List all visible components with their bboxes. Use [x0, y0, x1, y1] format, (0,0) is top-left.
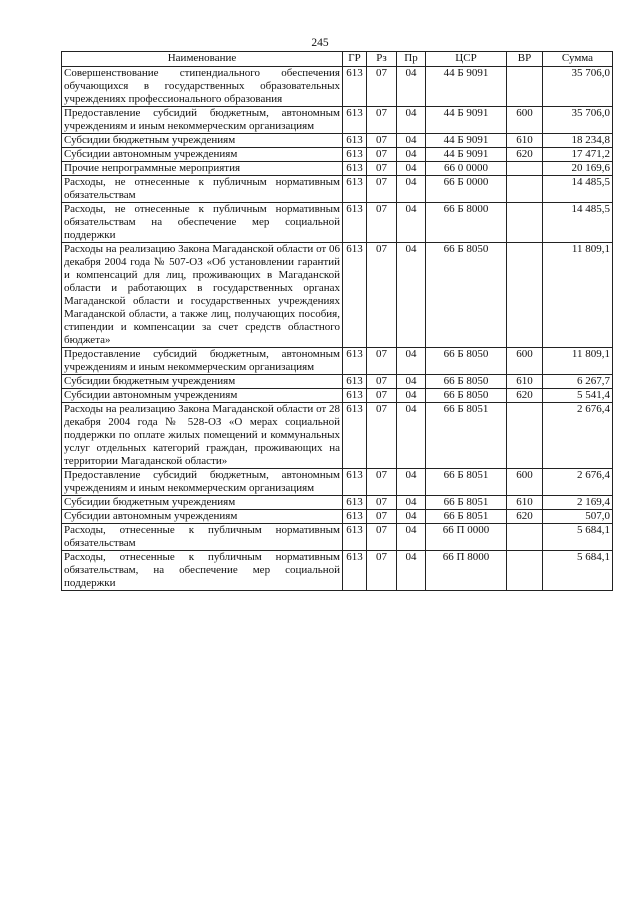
- cell-csr: 66 Б 8051: [426, 510, 507, 524]
- cell-rz: 07: [367, 403, 397, 469]
- table-row: [62, 403, 613, 469]
- cell-sum: 14 485,5: [543, 203, 613, 243]
- cell-vr: 600: [507, 107, 543, 134]
- cell-vr: [507, 203, 543, 243]
- cell-rz: 07: [367, 469, 397, 496]
- table-row: [62, 496, 613, 510]
- cell-vr: 610: [507, 375, 543, 389]
- cell-name: Предоставление субсидий бюджетным, автономным учреждениям и иным некоммерческим организациям: [62, 469, 343, 496]
- cell-gr: 613: [343, 524, 367, 551]
- cell-csr: 66 П 8000: [426, 551, 507, 591]
- cell-pr: 04: [397, 203, 426, 243]
- cell-rz: 07: [367, 203, 397, 243]
- cell-sum: 2 676,4: [543, 469, 613, 496]
- table-body: [62, 67, 613, 591]
- cell-sum: 11 809,1: [543, 243, 613, 348]
- cell-pr: 04: [397, 510, 426, 524]
- cell-vr: 610: [507, 134, 543, 148]
- cell-name: Расходы на реализацию Закона Магаданской области от 06 декабря 2004 года № 507-ОЗ «Об установлении гарантий и компенсаций для лиц, проживающих в Магаданской области и работающих в государственных органах Магаданской области и государственных учреждениях Магаданской области, а также лиц, получающих пособия, стипендии и компенсации за счет средств областного бюджета»: [62, 243, 343, 348]
- cell-csr: 66 0 0000: [426, 162, 507, 176]
- cell-gr: 613: [343, 389, 367, 403]
- table-row: [62, 348, 613, 375]
- cell-gr: 613: [343, 107, 367, 134]
- cell-csr: 66 Б 8000: [426, 203, 507, 243]
- cell-gr: 613: [343, 510, 367, 524]
- cell-vr: [507, 176, 543, 203]
- cell-csr: 66 Б 8051: [426, 403, 507, 469]
- cell-gr: 613: [343, 243, 367, 348]
- cell-name: Субсидии автономным учреждениям: [62, 510, 343, 524]
- cell-sum: 507,0: [543, 510, 613, 524]
- cell-name: Расходы на реализацию Закона Магаданской области от 28 декабря 2004 года № 528-ОЗ «О мерах социальной поддержки по оплате жилых помещений и коммунальных услуг отдельных категорий граждан, проживающих на территории Магаданской области»: [62, 403, 343, 469]
- cell-pr: 04: [397, 348, 426, 375]
- cell-name: Расходы, отнесенные к публичным нормативным обязательствам, на обеспечение мер социальной поддержки: [62, 551, 343, 591]
- table-row: [62, 524, 613, 551]
- cell-name: Предоставление субсидий бюджетным, автономным учреждениям и иным некоммерческим организациям: [62, 348, 343, 375]
- cell-vr: [507, 162, 543, 176]
- cell-name: Расходы, не отнесенные к публичным нормативным обязательствам: [62, 176, 343, 203]
- cell-vr: [507, 243, 543, 348]
- cell-csr: 44 Б 9091: [426, 67, 507, 107]
- table-row: [62, 375, 613, 389]
- table-row: [62, 389, 613, 403]
- cell-csr: 66 Б 8050: [426, 375, 507, 389]
- cell-gr: 613: [343, 375, 367, 389]
- cell-rz: 07: [367, 496, 397, 510]
- cell-rz: 07: [367, 148, 397, 162]
- cell-rz: 07: [367, 348, 397, 375]
- cell-vr: 620: [507, 510, 543, 524]
- cell-csr: 66 Б 0000: [426, 176, 507, 203]
- cell-pr: 04: [397, 551, 426, 591]
- cell-name: Предоставление субсидий бюджетным, автономным учреждениям и иным некоммерческим организациям: [62, 107, 343, 134]
- cell-gr: 613: [343, 67, 367, 107]
- cell-sum: 5 684,1: [543, 524, 613, 551]
- cell-pr: 04: [397, 176, 426, 203]
- table-header-row: [62, 52, 613, 67]
- cell-name: Субсидии бюджетным учреждениям: [62, 496, 343, 510]
- cell-rz: 07: [367, 389, 397, 403]
- cell-csr: 66 Б 8050: [426, 243, 507, 348]
- header-pr: Пр: [397, 52, 426, 67]
- cell-pr: 04: [397, 403, 426, 469]
- cell-gr: 613: [343, 403, 367, 469]
- cell-vr: 620: [507, 148, 543, 162]
- cell-csr: 44 Б 9091: [426, 134, 507, 148]
- table-row: [62, 176, 613, 203]
- cell-csr: 44 Б 9091: [426, 107, 507, 134]
- cell-csr: 66 П 0000: [426, 524, 507, 551]
- cell-gr: 613: [343, 203, 367, 243]
- cell-pr: 04: [397, 162, 426, 176]
- cell-rz: 07: [367, 243, 397, 348]
- cell-name: Совершенствование стипендиального обеспечения обучающихся в государственных образовательных учреждениях профессионального образования: [62, 67, 343, 107]
- cell-gr: 613: [343, 348, 367, 375]
- budget-table: [61, 51, 613, 591]
- cell-pr: 04: [397, 469, 426, 496]
- cell-vr: [507, 551, 543, 591]
- cell-rz: 07: [367, 510, 397, 524]
- cell-csr: 66 Б 8051: [426, 469, 507, 496]
- table-row: [62, 510, 613, 524]
- cell-name: Расходы, отнесенные к публичным нормативным обязательствам: [62, 524, 343, 551]
- cell-pr: 04: [397, 67, 426, 107]
- cell-rz: 07: [367, 176, 397, 203]
- cell-sum: 20 169,6: [543, 162, 613, 176]
- cell-pr: 04: [397, 148, 426, 162]
- cell-name: Субсидии бюджетным учреждениям: [62, 375, 343, 389]
- table-row: [62, 134, 613, 148]
- cell-rz: 07: [367, 375, 397, 389]
- cell-sum: 35 706,0: [543, 67, 613, 107]
- cell-rz: 07: [367, 67, 397, 107]
- table-row: [62, 243, 613, 348]
- header-sum: Сумма: [543, 52, 613, 67]
- table-row: [62, 203, 613, 243]
- cell-vr: 610: [507, 496, 543, 510]
- cell-vr: 600: [507, 469, 543, 496]
- cell-sum: 14 485,5: [543, 176, 613, 203]
- cell-sum: 18 234,8: [543, 134, 613, 148]
- cell-vr: [507, 403, 543, 469]
- cell-sum: 5 541,4: [543, 389, 613, 403]
- cell-pr: 04: [397, 134, 426, 148]
- table-row: [62, 67, 613, 107]
- cell-vr: 600: [507, 348, 543, 375]
- cell-name: Прочие непрограммные мероприятия: [62, 162, 343, 176]
- cell-sum: 35 706,0: [543, 107, 613, 134]
- cell-name: Субсидии бюджетным учреждениям: [62, 134, 343, 148]
- cell-gr: 613: [343, 176, 367, 203]
- cell-csr: 66 Б 8051: [426, 496, 507, 510]
- cell-name: Субсидии автономным учреждениям: [62, 148, 343, 162]
- cell-pr: 04: [397, 243, 426, 348]
- cell-rz: 07: [367, 162, 397, 176]
- table-row: [62, 107, 613, 134]
- cell-sum: 2 169,4: [543, 496, 613, 510]
- cell-rz: 07: [367, 524, 397, 551]
- cell-csr: 66 Б 8050: [426, 389, 507, 403]
- cell-pr: 04: [397, 375, 426, 389]
- cell-gr: 613: [343, 551, 367, 591]
- cell-sum: 11 809,1: [543, 348, 613, 375]
- header-gr: ГР: [343, 52, 367, 67]
- cell-pr: 04: [397, 389, 426, 403]
- cell-gr: 613: [343, 148, 367, 162]
- cell-vr: 620: [507, 389, 543, 403]
- cell-sum: 2 676,4: [543, 403, 613, 469]
- cell-name: Субсидии автономным учреждениям: [62, 389, 343, 403]
- cell-vr: [507, 67, 543, 107]
- cell-pr: 04: [397, 524, 426, 551]
- cell-rz: 07: [367, 134, 397, 148]
- cell-pr: 04: [397, 496, 426, 510]
- header-csr: ЦСР: [426, 52, 507, 67]
- header-vr: ВР: [507, 52, 543, 67]
- table-row: [62, 551, 613, 591]
- cell-pr: 04: [397, 107, 426, 134]
- cell-gr: 613: [343, 162, 367, 176]
- cell-csr: 66 Б 8050: [426, 348, 507, 375]
- cell-vr: [507, 524, 543, 551]
- cell-rz: 07: [367, 107, 397, 134]
- cell-gr: 613: [343, 496, 367, 510]
- cell-csr: 44 Б 9091: [426, 148, 507, 162]
- cell-rz: 07: [367, 551, 397, 591]
- cell-sum: 5 684,1: [543, 551, 613, 591]
- cell-name: Расходы, не отнесенные к публичным нормативным обязательствам на обеспечение мер социальной поддержки: [62, 203, 343, 243]
- table-row: [62, 148, 613, 162]
- cell-sum: 17 471,2: [543, 148, 613, 162]
- table-row: [62, 162, 613, 176]
- cell-gr: 613: [343, 469, 367, 496]
- header-rz: Рз: [367, 52, 397, 67]
- header-name: Наименование: [62, 52, 343, 67]
- cell-gr: 613: [343, 134, 367, 148]
- table-row: [62, 469, 613, 496]
- page-number: 245: [311, 37, 329, 49]
- cell-sum: 6 267,7: [543, 375, 613, 389]
